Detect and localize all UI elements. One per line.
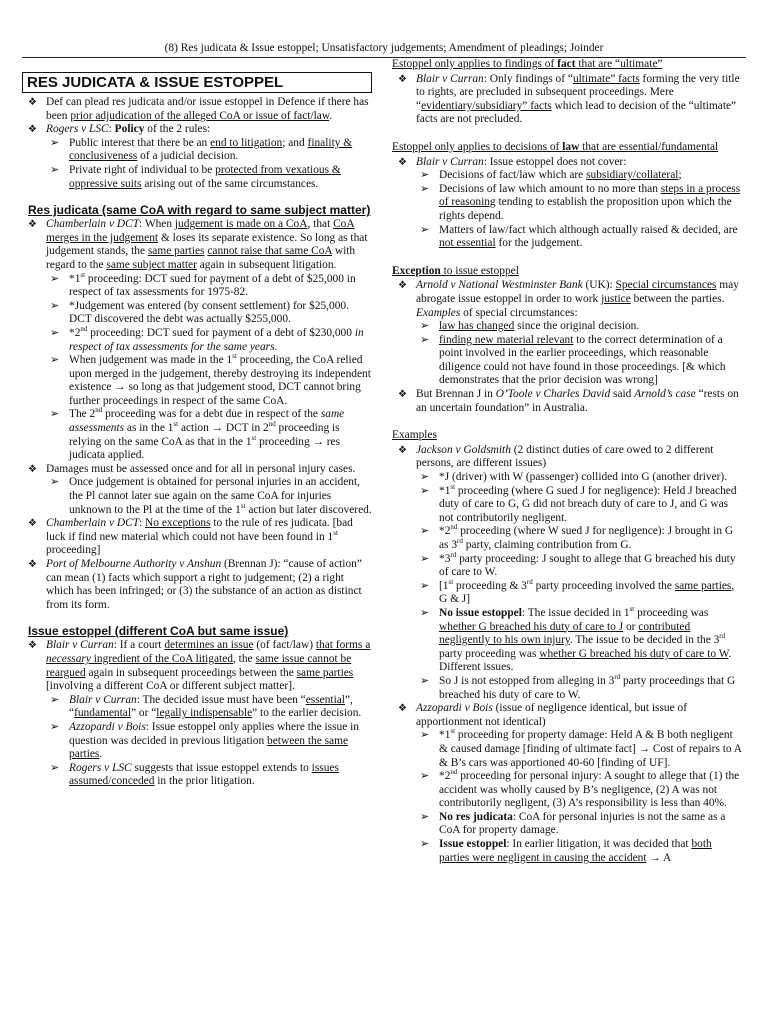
list-item: ➢ When judgement was made in the 1st proceeding, the CoA relied upon merged in the judgement, thereby destroying its independent existence → so long as that judgement stood, DCT cannot bring further proceedings in respect of the same CoA. [46, 354, 372, 408]
list-item: ❖ Blair v Curran: Only findings of “ultimate” facts forming the very title to rights, are precluded in subsequent proceedings. Mere “evidentiary/subsidiary” facts which lead to decision of the “ultimate” facts are not precluded. [392, 73, 744, 127]
list-item: ➢ Decisions of fact/law which are subsidiary/collateral; [416, 169, 744, 183]
law-heading: Estoppel only applies to decisions of law that are essential/fundamental [392, 140, 719, 153]
list-item: ➢ No issue estoppel: The issue decided in 1st proceeding was whether G breached his duty of care to J or contributed negligently to his own injury. The issue to be decided in the 3rd party proceeding was whether G breached his duty of care to W. Different issues. [416, 607, 744, 675]
list-item: ➢ *3rd party proceeding: J sought to allege that G breached his duty of care to W. [416, 553, 744, 580]
list-item: ➢ Decisions of law which amount to no more than steps in a process of reasoning tending to establish the proposition upon which the rights depend. [416, 183, 744, 224]
list-item: ➢ The 2nd proceeding was for a debt due in respect of the same assessments as in the 1st action → DCT in 2nd proceeding is relying on the same CoA as that in the 1st proceeding → res judicata applied. [46, 408, 372, 462]
res-judicata-list [22, 218, 372, 612]
list-item: ➢ Issue estoppel: In earlier litigation, it was decided that both parties were negligent in causing the accident → A [416, 838, 744, 865]
examples-list [392, 444, 744, 865]
list-item: ➢ finding new material relevant to the correct determination of a point involved in the earlier proceedings, which reasonable diligence could not have found in those proceedings. [& which demonstrates that the prior decision was wrong] [416, 334, 744, 388]
list-item: ➢ *1st proceeding: DCT sued for payment of a debt of $25,000 in respect of tax assessments for 1975-82. [46, 273, 372, 300]
list-item: ❖ Damages must be assessed once and for all in personal injury cases. ➢ Once judgement is obtained for personal injuries in an accident, the Pl cannot later sue again on the same CoA for injuries unknown to the Pl at the time of the 1st action but later discovered. [22, 463, 372, 517]
list-item: ❖ Arnold v National Westminster Bank (UK): Special circumstances may abrogate issue estoppel in order to work justice between the parties. Examples of special circumstances: ➢ law has changed since the original decision. ➢ finding new material relevant to the correct determination of a point involved in the earlier proceedings, which reasonable diligence could not have found in those proceedings. [& which demonstrates that the prior decision was wrong] [392, 279, 744, 388]
list-item: ❖ Blair v Curran: Issue estoppel does not cover: ➢ Decisions of fact/law which are subsidiary/collateral; ➢ Decisions of law which amount to no more than steps in a process of reasoning tending to establish the proposition upon which the rights depend. ➢ Matters of law/fact which although actually raised & decided, are not essential for the judgement. [392, 156, 744, 251]
res-judicata-heading: Res judicata (same CoA with regard to same subject matter) [28, 203, 371, 218]
list-item: ➢ Blair v Curran: The decided issue must have been “essential”, “fundamental” or “legally indispensable” to the earlier decision. [46, 694, 372, 721]
list-item: ❖ But Brennan J in O’Toole v Charles David said Arnold’s case “rests on an uncertain foundation” in Australia. [392, 388, 744, 415]
list-item: ➢ Matters of law/fact which although actually raised & decided, are not essential for the judgement. [416, 224, 744, 251]
list-item: ➢ [1st proceeding & 3rd party proceeding involved the same parties, G & J] [416, 580, 744, 607]
exception-heading: Exception to issue estoppel [392, 264, 519, 277]
list-item: ❖ Def can plead res judicata and/or issue estoppel in Defence if there has been prior adjudication of the alleged CoA or issue of fact/law. [22, 96, 372, 123]
document-header: (8) Res judicata & Issue estoppel; Unsatisfactory judgements; Amendment of pleadings; Joinder [22, 42, 746, 58]
list-item: ❖ Port of Melbourne Authority v Anshun (Brennan J): “cause of action” can mean (1) facts which support a right to judgement; (2) a right which has been infringed; or (3) the substance of an action as distinct from its form. [22, 558, 372, 612]
list-item: ➢ Once judgement is obtained for personal injuries in an accident, the Pl cannot later sue again on the same CoA for injuries unknown to the Pl at the time of the 1st action but later discovered. [46, 476, 372, 517]
list-item: ❖ Chamberlain v DCT: When judgement is made on a CoA, that CoA merges in the judgement & loses its separate existence. So long as that judgement stands, the same parties cannot raise that same CoA with regard to the same subject matter again in subsequent litigation. ➢ *1st proceeding: DCT sued for payment of a debt of $25,000 in respect of tax assessments for 1975-82. ➢ *Judgement was entered (by consent settlement) for $25,000. DCT discovered the debt was actually $255,000. ➢ *2nd proceeding: DCT sued for payment of a debt of $230,000 in respect of tax assessments for the same years. ➢ When judgement was made in the 1st proceeding, the CoA relied upon merged in the judgement, thereby destroying its independent existence → so long as that judgement stood, DCT cannot bring further proceedings in respect of the same CoA. ➢ The 2nd proceeding was for a debt due in respect of the same assessments as in the 1st action → DCT in 2nd proceeding is relying on the same CoA as that in the 1st proceeding → res judicata applied. [22, 218, 372, 463]
intro-list [22, 96, 372, 191]
list-item: ➢ Public interest that there be an end to litigation; and finality & conclusiveness of a judicial decision. [46, 137, 372, 164]
left-column [22, 58, 372, 789]
list-item: ❖ Azzopardi v Bois (issue of negligence identical, but issue of apportionment not identical) ➢ *1st proceeding for property damage: Held A & B both negligent & caused damage [finding of ultimate fact] → Cost of repairs to A & B’s cars was apportioned 40-60 [finding of UF]. ➢ *2nd proceeding for personal injury: A sought to allege that (1) the accident was wholly caused by B’s negligence, (2) A was not contributorily negligent, (3) A’s responsibility is less than 40%. ➢ No res judicata: CoA for personal injuries is not the same as a CoA for property damage. ➢ Issue estoppel: In earlier litigation, it was decided that both parties were negligent in causing the accident → A [392, 702, 744, 865]
list-item: ➢ *Judgement was entered (by consent settlement) for $25,000. DCT discovered the debt was actually $255,000. [46, 300, 372, 327]
issue-estoppel-heading: Issue estoppel (different CoA but same issue) [28, 624, 289, 639]
list-item: ❖ Rogers v LSC: Policy of the 2 rules: ➢ Public interest that there be an end to litigation; and finality & conclusiveness of a judicial decision. ➢ Private right of individual to be protected from vexatious & oppressive suits arising out of the same circumstances. [22, 123, 372, 191]
list-item: ❖ Jackson v Goldsmith (2 distinct duties of care owed to 2 different persons, are different issues) ➢ *J (driver) with W (passenger) collided into G (another driver). ➢ *1st proceeding (where G sued J for negligence): Held J breached duty of care to G, G did not breach duty of care to J, and G was not contributorily negligent. ➢ *2nd proceeding (where W sued J for negligence): J brought in G as 3rd party, claiming contribution from G. ➢ *3rd party proceeding: J sought to allege that G breached his duty of care to W. ➢ [1st proceeding & 3rd party proceeding involved the same parties, G & J] ➢ No issue estoppel: The issue decided in 1st proceeding was whether G breached his duty of care to J or contributed negligently to his own injury. The issue to be decided in the 3rd party proceeding was whether G breached his duty of care to W. Different issues. ➢ So J is not estopped from alleging in 3rd party proceedings that G breached his duty of care to W. [392, 444, 744, 702]
list-item: ➢ *2nd proceeding for personal injury: A sought to allege that (1) the accident was wholly caused by B’s negligence, (2) A was not contributorily negligent, (3) A’s responsibility is less than 40%. [416, 770, 744, 811]
law-list [392, 156, 744, 251]
list-item: ➢ law has changed since the original decision. [416, 320, 744, 334]
exception-list [392, 279, 744, 415]
list-item: ➢ So J is not estopped from alleging in 3rd party proceedings that G breached his duty of care to W. [416, 675, 744, 702]
list-item: ➢ Private right of individual to be protected from vexatious & oppressive suits arising out of the same circumstances. [46, 164, 372, 191]
list-item: ➢ Rogers v LSC suggests that issue estoppel extends to issues assumed/conceded in the prior litigation. [46, 762, 372, 789]
list-item: ➢ *J (driver) with W (passenger) collided into G (another driver). [416, 471, 744, 485]
ultimate-heading: Estoppel only applies to findings of fact that are “ultimate” [392, 58, 663, 70]
list-item: ❖ Blair v Curran: If a court determines an issue (of fact/law) that forms a necessary ingredient of the CoA litigated, the same issue cannot be reargued again in subsequent proceedings between the same parties [involving a different CoA or different subject matter]. ➢ Blair v Curran: The decided issue must have been “essential”, “fundamental” or “legally indispensable” to the earlier decision. ➢ Azzopardi v Bois: Issue estoppel only applies where the issue in question was decided in previous litigation between the same parties. ➢ Rogers v LSC suggests that issue estoppel extends to issues assumed/conceded in the prior litigation. [22, 639, 372, 789]
examples-heading: Examples [392, 429, 437, 442]
issue-estoppel-list [22, 639, 372, 789]
list-item: ➢ No res judicata: CoA for personal injuries is not the same as a CoA for property damage. [416, 811, 744, 838]
list-item: ➢ Azzopardi v Bois: Issue estoppel only applies where the issue in question was decided in previous litigation between the same parties. [46, 721, 372, 762]
list-item: ➢ *1st proceeding for property damage: Held A & B both negligent & caused damage [finding of ultimate fact] → Cost of repairs to A & B’s cars was apportioned 40-60 [finding of UF]. [416, 729, 744, 770]
ultimate-list [392, 73, 744, 127]
list-item: ➢ *2nd proceeding (where W sued J for negligence): J brought in G as 3rd party, claiming contribution from G. [416, 525, 744, 552]
list-item: ❖ Chamberlain v DCT: No exceptions to the rule of res judicata. [bad luck if find new material which could not have been found in 1st proceeding] [22, 517, 372, 558]
right-column [392, 58, 744, 865]
list-item: ➢ *1st proceeding (where G sued J for negligence): Held J breached duty of care to G, G did not breach duty of care to J, and G was not contributorily negligent. [416, 485, 744, 526]
list-item: ➢ *2nd proceeding: DCT sued for payment of a debt of $230,000 in respect of tax assessments for the same years. [46, 327, 372, 354]
section-title: RES JUDICATA & ISSUE ESTOPPEL [22, 72, 372, 93]
